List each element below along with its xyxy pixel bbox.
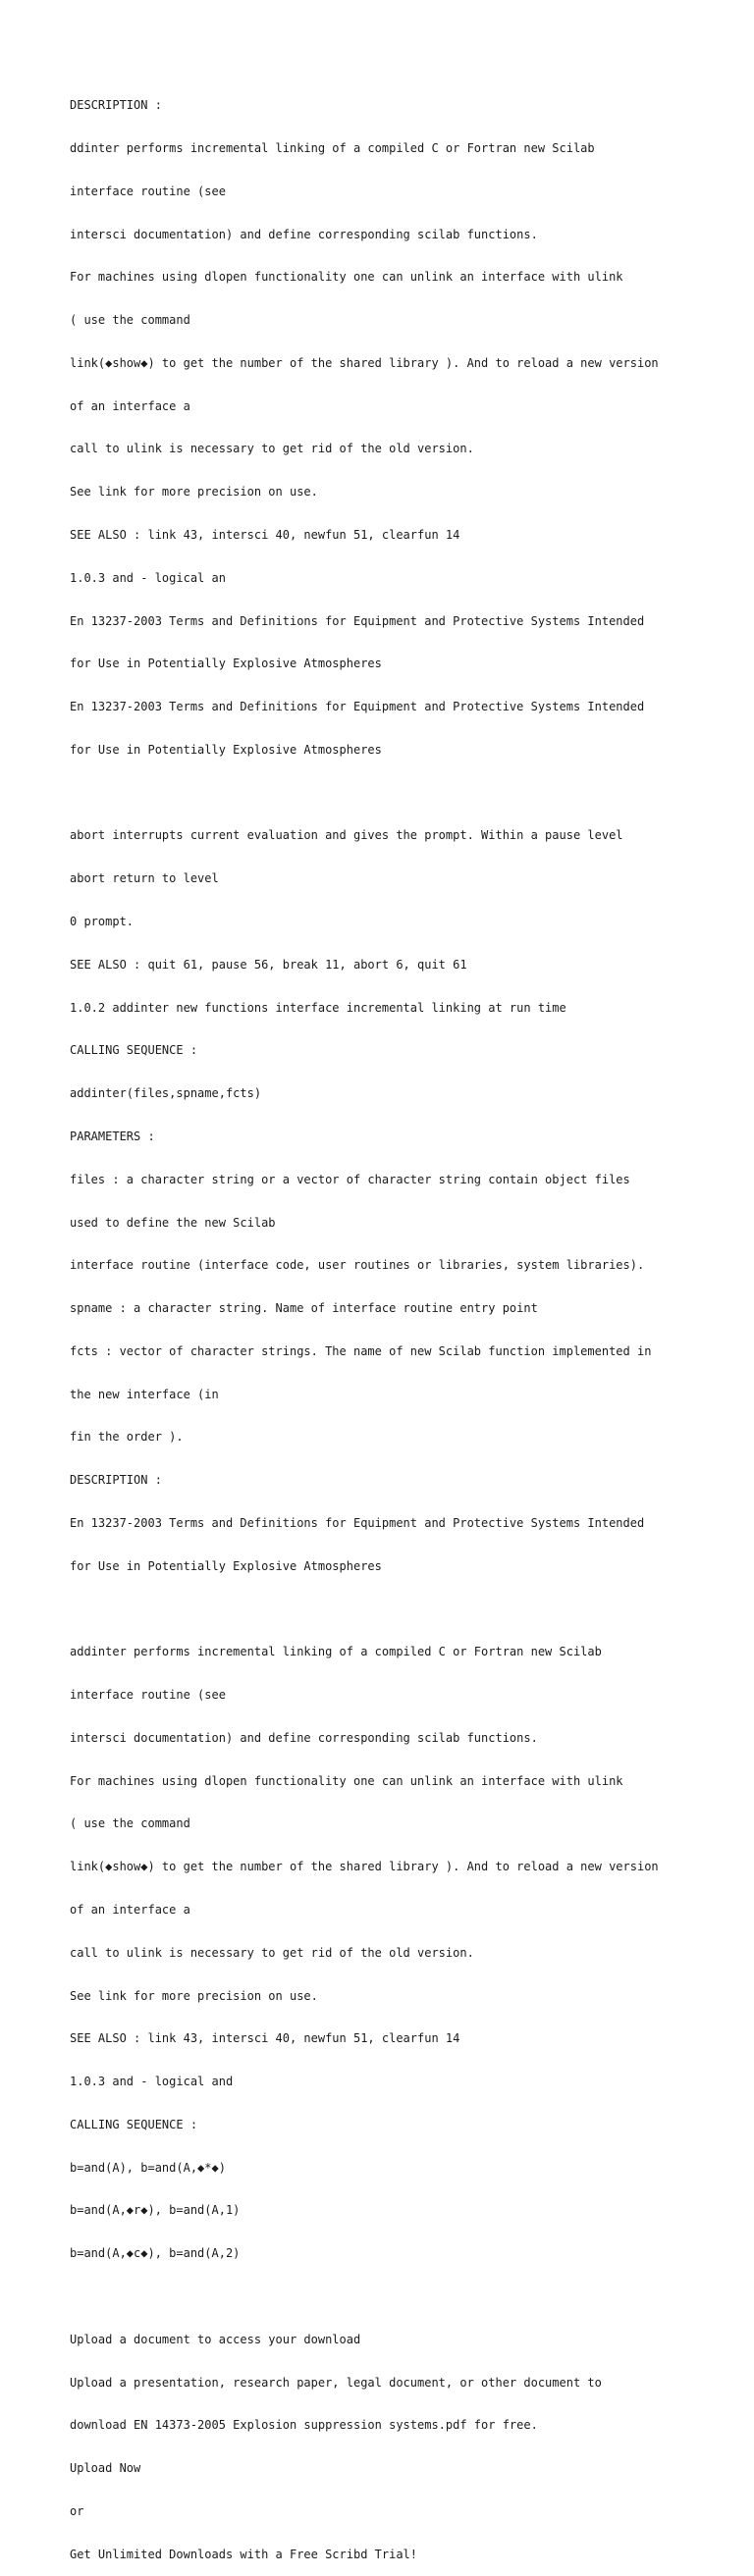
- text-line: link(◆show◆) to get the number of the shared library ). And to reload a new version: [70, 1860, 659, 1874]
- standard-reference: En 13237-2003 Terms and Definitions for Equipment and Protective Systems Intended: [70, 700, 645, 714]
- text-line: 0 prompt.: [70, 915, 135, 929]
- standard-reference: En 13237-2003 Terms and Definitions for Equipment and Protective Systems Intended: [70, 613, 645, 628]
- text-line: call to ulink is necessary to get rid of the old version.: [70, 442, 474, 456]
- text-line: used to define the new Scilab: [70, 1215, 276, 1230]
- text-line: intersci documentation) and define corresponding scilab functions.: [70, 227, 538, 241]
- code-line: b=and(A,◆r◆), b=and(A,1): [70, 2203, 241, 2218]
- text-line: interface routine (see: [70, 184, 226, 198]
- upload-now-link[interactable]: Upload Now: [70, 2461, 141, 2476]
- text-line: abort interrupts current evaluation and gives the prompt. Within a pause level: [70, 828, 623, 843]
- standard-reference: En 13237-2003 Terms and Definitions for Equipment and Protective Systems Intended: [70, 1515, 645, 1530]
- text-line: fcts : vector of character strings. The name of new Scilab function implemented in: [70, 1343, 652, 1358]
- text-line: 1.0.3 and - logical and: [70, 2075, 234, 2089]
- text-line: ( use the command: [70, 1816, 190, 1831]
- code-line: addinter(files,spname,fcts): [70, 1086, 262, 1101]
- or-separator: or: [70, 2503, 84, 2518]
- code-line: b=and(A,◆c◆), b=and(A,2): [70, 2246, 241, 2261]
- text-line: of an interface a: [70, 398, 190, 413]
- upload-prompt: Upload a document to access your download: [70, 2332, 361, 2346]
- code-line: b=and(A), b=and(A,◆*◆): [70, 2160, 226, 2175]
- text-line: abort return to level: [70, 871, 219, 886]
- text-line: 1.0.2 addinter new functions interface incremental linking at run time: [70, 1000, 566, 1015]
- section-heading: CALLING SEQUENCE :: [70, 1043, 198, 1058]
- text-line: 1.0.3 and - logical an: [70, 570, 226, 585]
- text-line: of an interface a: [70, 1903, 190, 1917]
- text-line: For machines using dlopen functionality one can unlink an interface with ulink: [70, 270, 623, 285]
- text-line: call to ulink is necessary to get rid of the old version.: [70, 1945, 474, 1960]
- text-line: link(◆show◆) to get the number of the shared library ). And to reload a new version: [70, 355, 659, 370]
- text-line: interface routine (interface code, user routines or libraries, system libraries).: [70, 1258, 645, 1273]
- text-line: files : a character string or a vector of character string contain object files: [70, 1172, 630, 1186]
- text-line: interface routine (see: [70, 1688, 226, 1703]
- text-line: ddinter performs incremental linking of a compiled C or Fortran new Scilab: [70, 140, 595, 155]
- text-line: ( use the command: [70, 313, 190, 328]
- section-heading: DESCRIPTION :: [70, 1473, 162, 1488]
- text-line: intersci documentation) and define corresponding scilab functions.: [70, 1730, 538, 1745]
- section-heading: DESCRIPTION :: [70, 98, 162, 113]
- text-line: See link for more precision on use.: [70, 485, 318, 499]
- standard-reference: for Use in Potentially Explosive Atmospheres: [70, 657, 382, 671]
- section-heading: CALLING SEQUENCE :: [70, 2117, 198, 2131]
- standard-reference: for Use in Potentially Explosive Atmospheres: [70, 1558, 382, 1573]
- free-trial-link[interactable]: Get Unlimited Downloads with a Free Scribd Trial!: [70, 2547, 418, 2561]
- text-line: addinter performs incremental linking of a compiled C or Fortran new Scilab: [70, 1645, 602, 1659]
- blank-line: [70, 786, 737, 801]
- see-also-line: SEE ALSO : link 43, intersci 40, newfun 51, clearfun 14: [70, 528, 460, 542]
- section-heading: PARAMETERS :: [70, 1129, 155, 1143]
- see-also-line: SEE ALSO : link 43, intersci 40, newfun 51, clearfun 14: [70, 2031, 460, 2046]
- text-line: See link for more precision on use.: [70, 1988, 318, 2003]
- text-line: spname : a character string. Name of interface routine entry point: [70, 1301, 538, 1316]
- text-line: fin the order ).: [70, 1430, 184, 1445]
- blank-line: [70, 2289, 737, 2304]
- standard-reference: for Use in Potentially Explosive Atmospheres: [70, 742, 382, 757]
- text-line: the new interface (in: [70, 1387, 219, 1401]
- upload-description: download EN 14373-2005 Explosion suppression systems.pdf for free.: [70, 2418, 538, 2433]
- document-body: [70, 70, 737, 2576]
- see-also-line: SEE ALSO : quit 61, pause 56, break 11, abort 6, quit 61: [70, 957, 467, 972]
- upload-description: Upload a presentation, research paper, legal document, or other document to: [70, 2375, 602, 2390]
- blank-line: [70, 1603, 737, 1617]
- text-line: For machines using dlopen functionality one can unlink an interface with ulink: [70, 1773, 623, 1788]
